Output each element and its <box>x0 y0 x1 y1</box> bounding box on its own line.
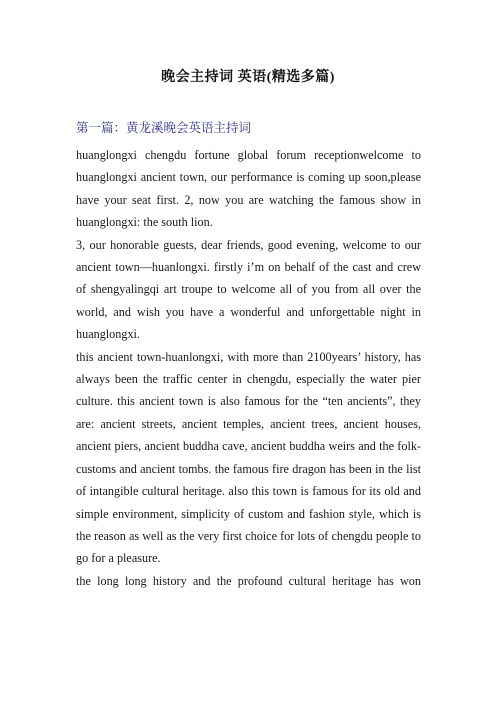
paragraph: this ancient town-huanlongxi, with more than 2100years’ history, has always been the traffic center in chengdu, especially the water pier culture. this ancient town is also famous for the “ten ancients”, they are: ancient streets, ancient temples, ancient trees, ancient houses, ancient piers, ancient buddha cave, ancient buddha weirs and the folk-customs and ancient tombs. the famous fire dragon has been in the list of intangible cultural heritage. also this town is famous for its old and simple environment, simplicity of custom and fashion style, which is the reason as well as the very first choice for lots of chengdu people to go for a pleasure. <box>76 349 421 566</box>
document-title: 晚会主持词 英语(精选多篇) <box>161 70 335 85</box>
paragraph: 3, our honorable guests, dear friends, good evening, welcome to our ancient town—huanlongxi. firstly i’m on behalf of the cast and crew of shengyalingqi art troupe to welcome all of you from all over the world, and wish you have a wonderful and unforgettable night in huanglongxi. <box>76 237 421 342</box>
section-heading: 第一篇：黄龙溪晚会英语主持词 <box>76 121 252 135</box>
document-body <box>76 144 421 592</box>
paragraph: huanglongxi chengdu fortune global forum receptionwelcome to huanglongxi ancient town, our performance is coming up soon,please have your seat first. 2, now you are watching the famous show in huanglongxi: the south lion. <box>76 148 421 230</box>
paragraph: the long long history and the profound cultural heritage has won <box>76 573 421 588</box>
